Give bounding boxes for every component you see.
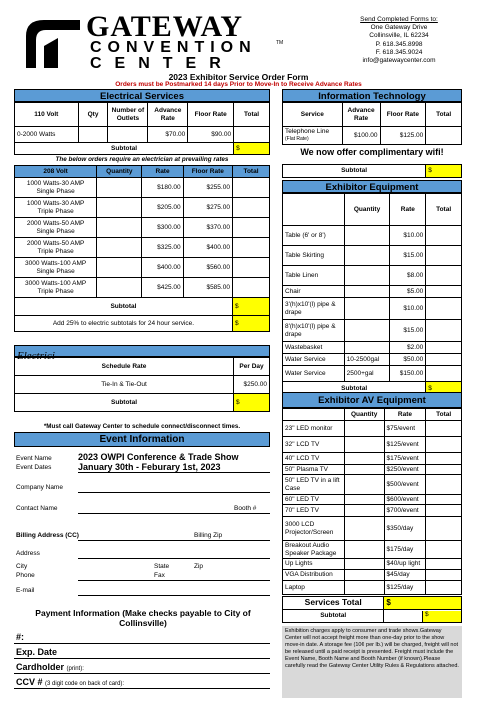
table-row — [283, 266, 462, 286]
row-line2: Single Phase — [36, 227, 75, 235]
qty-input[interactable] — [344, 475, 384, 495]
col-floor: Floor Rate — [380, 103, 426, 127]
floor-rate: $90.00 — [188, 127, 234, 143]
qty-input[interactable] — [344, 342, 390, 354]
state-label: State — [154, 563, 170, 570]
table-row — [283, 570, 462, 581]
rate: $40/up light — [384, 559, 426, 570]
contact-label: Contact Name — [16, 505, 58, 512]
row-line1: Telephone Line — [285, 128, 330, 135]
logo — [14, 10, 314, 72]
city-label: City — [16, 563, 28, 570]
col-total: Total — [426, 103, 462, 127]
event-name-label: Event Name — [16, 455, 52, 462]
item-label: 3000 LCD Projector/Screen — [283, 517, 345, 541]
electrician-title: Electrici — [17, 350, 55, 362]
total-input[interactable] — [426, 505, 462, 517]
rate: $350/day — [384, 517, 426, 541]
rate: $205.00 — [142, 198, 183, 218]
logo-line3: CENTER — [90, 55, 234, 72]
company-label: Company Name — [16, 484, 63, 491]
qty-input[interactable] — [344, 437, 384, 453]
col-service: Service — [283, 103, 343, 127]
item-label: Up Lights — [283, 559, 345, 570]
table-row — [15, 178, 270, 198]
services-total-value[interactable]: $ — [384, 597, 462, 610]
table-row — [15, 238, 270, 258]
floor-rate: $275.00 — [183, 198, 232, 218]
item-label: 23" LED monitor — [283, 421, 345, 437]
table-row — [283, 286, 462, 298]
col-floor: Floor Rate — [188, 103, 234, 127]
total-input[interactable] — [232, 218, 269, 238]
rate: $45/day — [384, 570, 426, 581]
qty-input[interactable] — [344, 541, 384, 559]
cardholder-note: (print): — [66, 666, 84, 672]
table-row — [283, 505, 462, 517]
col-advance: Advance Rate — [342, 103, 380, 127]
qty-input[interactable] — [344, 465, 384, 475]
row-line2: Triple Phase — [37, 287, 74, 295]
col-total: Total — [426, 194, 462, 226]
booth-label: Booth # — [234, 505, 257, 512]
table-row — [283, 246, 462, 266]
exp-field[interactable] — [14, 658, 270, 659]
table-row — [283, 559, 462, 570]
row-label: 0-2000 Watts — [15, 127, 79, 143]
electrical-header: Electrical Services — [14, 89, 270, 102]
col-rate: Rate — [142, 166, 183, 178]
cardholder-row — [16, 662, 84, 672]
total-input[interactable] — [232, 258, 269, 278]
col-total: Total — [426, 409, 462, 421]
total-input[interactable] — [426, 342, 462, 354]
rate: $180.00 — [142, 178, 183, 198]
table-row — [283, 354, 462, 366]
item-label: Water Service — [283, 354, 345, 366]
total-input[interactable] — [426, 559, 462, 570]
col-outlets: Number of Outlets — [108, 103, 148, 127]
total-input[interactable] — [426, 495, 462, 505]
qty-input[interactable] — [78, 127, 108, 143]
qty-input[interactable] — [97, 218, 142, 238]
subtotal-value[interactable]: $ — [426, 165, 462, 178]
row-line1: 1000 Watts-30 AMP — [26, 180, 85, 187]
phone-label: Phone — [16, 572, 35, 579]
col-quantity: Quantity — [344, 409, 384, 421]
rate: $400.00 — [142, 258, 183, 278]
rate: $500/event — [384, 475, 426, 495]
qty-input[interactable] — [344, 495, 384, 505]
billing-zip-label: Billing Zip — [194, 532, 223, 539]
event-name[interactable]: 2023 OWPI Conference & Trade Show — [78, 452, 239, 462]
total-input[interactable] — [232, 198, 269, 218]
floor-rate: $255.00 — [183, 178, 232, 198]
col-total: Total — [234, 103, 270, 127]
row-line1: 3000 Watts-100 AMP — [25, 280, 87, 287]
qty-input[interactable] — [344, 298, 390, 320]
event-dates[interactable]: January 30th - Feburary 1st, 2023 — [78, 462, 221, 472]
zip-label: Zip — [194, 563, 204, 570]
av-table — [282, 408, 462, 595]
subtotal-value[interactable]: $ — [234, 143, 270, 155]
total-input[interactable] — [426, 453, 462, 465]
qty-input[interactable] — [97, 278, 142, 298]
disclaimer: Exhibition charges apply to consumer and trade shows.Gateway Center will not accept freight more than one-day prior to the show move-in date. A storage fee (10¢ per lb.) will be charged, freight will not be released until a paid receipt is presented. Freight must include the Event Name, Booth Name and Booth Number (if known).Please carefully read the Gateway Center Utility Rules & Regulations attached. — [282, 626, 462, 698]
item-label: Laptop — [283, 581, 345, 595]
qty-input[interactable] — [344, 421, 384, 437]
total-input[interactable] — [426, 127, 462, 145]
card-number-field[interactable] — [14, 643, 270, 644]
ccv-row — [16, 677, 124, 687]
row-line1: 3000 Watts-100 AMP — [25, 260, 87, 267]
tie-in-value: $250.00 — [234, 376, 270, 394]
send-line: F. 618.345.9024 — [375, 48, 423, 56]
qty-input[interactable] — [344, 581, 384, 595]
advance-rate: $100.00 — [342, 127, 380, 145]
col-total: Total — [232, 166, 269, 178]
qty-input[interactable] — [344, 320, 390, 342]
send-line: One Gateway Drive — [370, 24, 428, 32]
rate: $425.00 — [142, 278, 183, 298]
add-25-value[interactable]: $ — [232, 316, 269, 332]
qty-note: 10-2500gal — [344, 354, 390, 366]
add-25-label: Add 25% to electric subtotals for 24 hour service. — [15, 316, 233, 332]
total-input[interactable] — [426, 421, 462, 437]
total-input[interactable] — [426, 298, 462, 320]
item-label: 70" LED TV — [283, 505, 345, 517]
subtotal-value[interactable]: $ — [234, 394, 270, 412]
rate: $125/day — [384, 581, 426, 595]
qty-input[interactable] — [344, 505, 384, 517]
col-rate: Rate — [384, 409, 426, 421]
qty-input[interactable] — [344, 266, 390, 286]
electrical-110-table — [14, 102, 270, 155]
call-note: *Must call Gateway Center to schedule connect/disconnect times. — [43, 423, 241, 430]
row-line2: Triple Phase — [37, 207, 74, 215]
tie-in-label: Tie-In & Tie-Out — [15, 376, 234, 394]
logo-g-icon — [16, 16, 86, 70]
electrical-208-table — [14, 165, 270, 332]
it-header: Information Technology — [282, 89, 462, 102]
cardholder-field[interactable] — [14, 673, 270, 674]
floor-rate: $585.00 — [183, 278, 232, 298]
table-row — [15, 198, 270, 218]
address-field[interactable] — [78, 558, 270, 559]
item-label: Breakout Audio Speaker Package — [283, 541, 345, 559]
col-floor-rate: Floor Rate — [183, 166, 232, 178]
table-row — [283, 342, 462, 354]
wifi-notice: We now offer complimentary wifi! — [300, 147, 444, 157]
event-dates-label: Event Dates — [16, 464, 52, 471]
item-label: 50" LED TV in a lift Case — [283, 475, 345, 495]
item-label: Water Service — [283, 366, 345, 382]
payment-title: Payment Information (Make checks payable to City of Collinsville) — [35, 608, 251, 628]
qty-input[interactable] — [344, 453, 384, 465]
total-input[interactable] — [426, 320, 462, 342]
subtotal-label: Subtotal — [15, 298, 233, 316]
table-row — [15, 258, 270, 278]
rate: $175/day — [384, 541, 426, 559]
item-label: 32" LCD TV — [283, 437, 345, 453]
col-advance: Advance Rate — [148, 103, 188, 127]
rate: $10.00 — [390, 298, 426, 320]
subtotal-label: Subtotal — [15, 394, 234, 412]
table-row — [283, 437, 462, 453]
rate: $15.00 — [390, 320, 426, 342]
total-input[interactable] — [426, 517, 462, 541]
it-subtotal — [282, 164, 462, 178]
notice: Orders must be Postmarked 14 days Prior to Move-In to Receive Advance Rates — [115, 81, 362, 88]
table-row — [15, 218, 270, 238]
phone-field[interactable] — [78, 580, 270, 581]
table-row — [283, 320, 462, 342]
col-rate: Rate — [390, 194, 426, 226]
table-row — [283, 366, 462, 382]
rate: $75/event — [384, 421, 426, 437]
table-row — [283, 475, 462, 495]
send-title: Send Completed Forms to: — [360, 16, 438, 23]
row-line1: 2000 Watts-50 AMP — [26, 240, 85, 247]
row-line1: 2000 Watts-50 AMP — [26, 220, 85, 227]
qty-input[interactable] — [97, 198, 142, 218]
table-row — [283, 495, 462, 505]
qty-input[interactable] — [344, 286, 390, 298]
qty-input[interactable] — [344, 559, 384, 570]
item-label: Table Linen — [283, 266, 345, 286]
floor-rate: $125.00 — [380, 127, 426, 145]
electrician-table — [14, 357, 270, 412]
rate: $700/event — [384, 505, 426, 517]
qty-input[interactable] — [344, 246, 390, 266]
event-header: Event Information — [14, 432, 270, 447]
electrician-header — [14, 345, 270, 362]
item-label: 40" LCD TV — [283, 453, 345, 465]
logo-tm: TM — [276, 40, 284, 46]
exp-label: Exp. Date — [16, 647, 58, 657]
rate: $10.00 — [390, 226, 426, 246]
table-row — [283, 421, 462, 437]
total-input[interactable] — [232, 278, 269, 298]
subtotal-value[interactable]: $ — [426, 382, 462, 396]
row-line2: Single Phase — [36, 187, 75, 195]
floor-rate: $370.00 — [183, 218, 232, 238]
contact-field[interactable] — [78, 513, 270, 514]
total-input[interactable] — [426, 286, 462, 298]
cardholder-label: Cardholder — [16, 662, 65, 672]
table-row — [283, 226, 462, 246]
qty-input[interactable] — [97, 178, 142, 198]
rate: $175/event — [384, 453, 426, 465]
rate: $2.00 — [390, 342, 426, 354]
item-label: Chair — [283, 286, 345, 298]
row-line2: Single Phase — [36, 267, 75, 275]
av-header: Exhibitor AV Equipment — [282, 392, 462, 408]
total-input[interactable] — [426, 226, 462, 246]
hash-label: #: — [16, 632, 25, 642]
qty-input[interactable] — [344, 226, 390, 246]
total-input[interactable] — [426, 366, 462, 382]
rate: $8.00 — [390, 266, 426, 286]
advance-rate: $70.00 — [148, 127, 188, 143]
rate: $5.00 — [390, 286, 426, 298]
rate: $325.00 — [142, 238, 183, 258]
company-field[interactable] — [78, 492, 270, 493]
logo-line1: GATEWAY — [86, 10, 244, 43]
table-row — [283, 298, 462, 320]
table-row — [283, 453, 462, 465]
table-row — [283, 517, 462, 541]
total-input[interactable] — [426, 581, 462, 595]
row-line1: 1000 Watts-30 AMP — [26, 200, 85, 207]
table-row — [283, 465, 462, 475]
email-field[interactable] — [78, 595, 270, 596]
rate: $150.00 — [390, 366, 426, 382]
ccv-note: (3 digit code on back of card): — [45, 681, 125, 687]
table-row — [15, 278, 270, 298]
qty-note: 2500+gal — [344, 366, 390, 382]
row-line2: Triple Phase — [37, 247, 74, 255]
form-title: 2023 Exhibitor Service Order Form — [168, 72, 309, 82]
row-line2: (Flat Rate) — [285, 135, 309, 142]
subtotal-value[interactable]: $ — [232, 298, 269, 316]
total-input[interactable] — [232, 178, 269, 198]
subtotal-label: Subtotal — [283, 610, 384, 623]
services-total-label: Services Total — [283, 597, 384, 610]
total-input[interactable] — [234, 127, 270, 143]
total-input[interactable] — [232, 238, 269, 258]
item-label: 8'(h)x10'(l) pipe & drape — [283, 320, 345, 342]
total-input[interactable] — [426, 570, 462, 581]
billing-label: Billing Address (CC) — [16, 532, 79, 539]
floor-rate: $400.00 — [183, 238, 232, 258]
rate: $600/event — [384, 495, 426, 505]
subtotal-value[interactable]: $ — [422, 611, 461, 622]
email-label: E-mail — [16, 587, 35, 594]
rate: $300.00 — [142, 218, 183, 238]
ccv-label: CCV # — [16, 677, 43, 687]
subtotal-label: Subtotal — [283, 382, 426, 396]
table-row — [283, 541, 462, 559]
item-label: Table Skirting — [283, 246, 345, 266]
subtotal-label: Subtotal — [283, 165, 426, 178]
col-quantity: Quantity — [344, 194, 390, 226]
logo-line2: CONVENTION — [90, 39, 257, 56]
rate: $50.00 — [390, 354, 426, 366]
schedule-rate-label: Schedule Rate — [15, 358, 234, 376]
item-label: Wastebasket — [283, 342, 345, 354]
qty-input[interactable] — [97, 258, 142, 278]
item-label: 50" Plasma TV — [283, 465, 345, 475]
equipment-table — [282, 193, 462, 396]
send-to-block — [334, 16, 464, 65]
col-208-volt: 208 Volt — [15, 166, 97, 178]
subtotal-label: Subtotal — [15, 143, 234, 155]
col-quantity: Quantity — [97, 166, 142, 178]
rate: $250/event — [384, 465, 426, 475]
send-line: P. 618.345.8998 — [375, 40, 423, 48]
address-label: Address — [16, 550, 40, 557]
floor-rate: $560.00 — [183, 258, 232, 278]
table-row — [283, 581, 462, 595]
fax-label: Fax — [154, 572, 165, 579]
total-input[interactable] — [426, 266, 462, 286]
services-total — [282, 596, 462, 623]
item-label: 3'(h)x10'(l) pipe & drape — [283, 298, 345, 320]
total-input[interactable] — [426, 246, 462, 266]
qty-input[interactable] — [344, 570, 384, 581]
item-label: Table (6' or 8') — [283, 226, 345, 246]
total-input[interactable] — [426, 541, 462, 559]
total-input[interactable] — [426, 354, 462, 366]
outlets-input[interactable] — [108, 127, 148, 143]
billing-field[interactable] — [78, 540, 270, 541]
col-qty: Qty — [78, 103, 108, 127]
send-line: info@gatewaycenter.com — [362, 57, 436, 65]
electrician-note: The below orders require an electrician at prevailing rates — [55, 156, 229, 163]
ccv-field[interactable] — [14, 688, 270, 689]
col-110-volt: 110 Volt — [15, 103, 79, 127]
rate: $125/event — [384, 437, 426, 453]
equipment-header: Exhibitor Equipment — [282, 180, 462, 193]
total-input[interactable] — [426, 465, 462, 475]
total-input[interactable] — [426, 437, 462, 453]
total-input[interactable] — [426, 475, 462, 495]
per-day-label: Per Day — [234, 358, 270, 376]
it-table — [282, 102, 462, 145]
rate: $15.00 — [390, 246, 426, 266]
send-line: Collinsville, IL 62234 — [369, 32, 429, 40]
qty-input[interactable] — [344, 517, 384, 541]
item-label: VGA Distribution — [283, 570, 345, 581]
qty-input[interactable] — [97, 238, 142, 258]
item-label: 60" LED TV — [283, 495, 345, 505]
